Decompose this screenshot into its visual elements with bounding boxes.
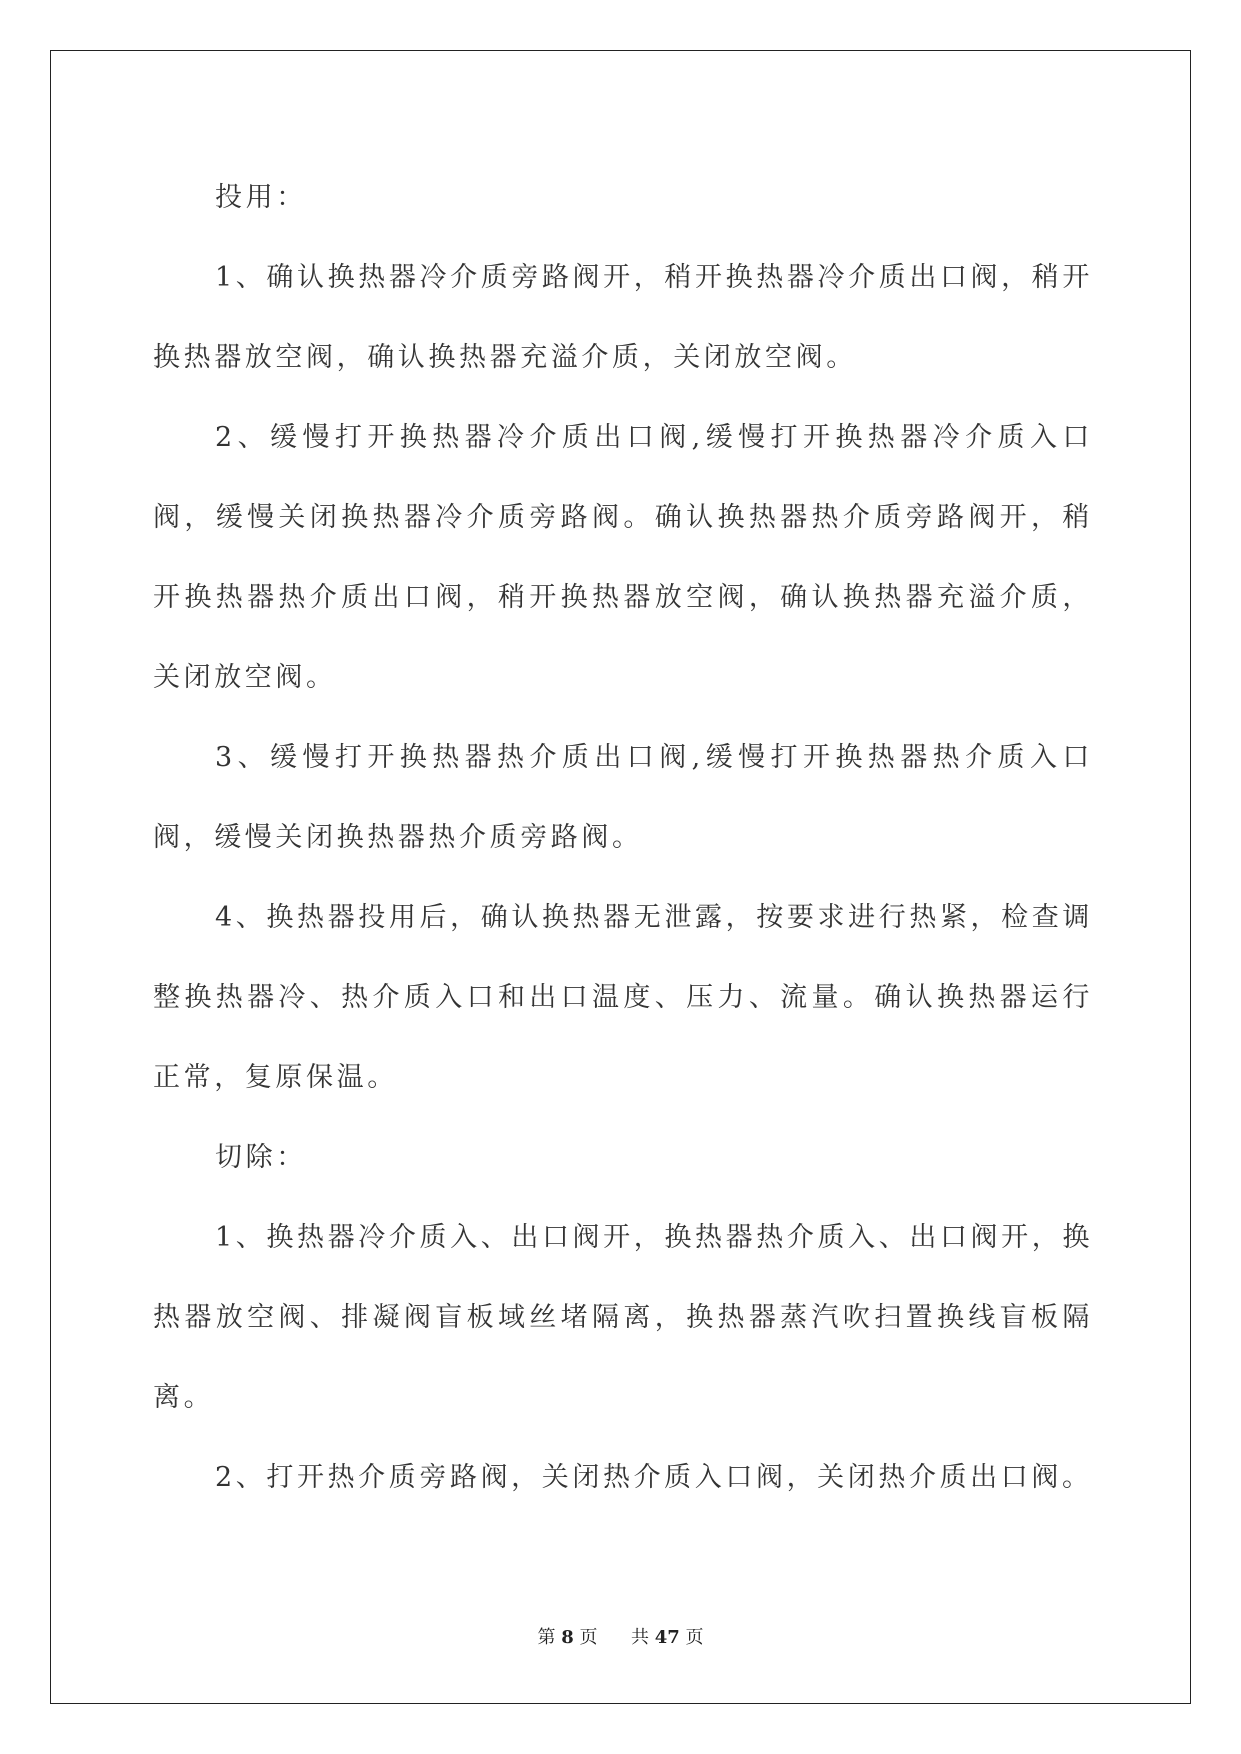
section-heading-shutdown: 切除： xyxy=(215,1142,307,1173)
total-pages: 47 xyxy=(654,1627,680,1648)
paragraph-step-1: 1、确认换热器冷介质旁路阀开，稍开换热器冷介质出口阀，稍开换热器放空阀，确认换热器充溢介质，关闭放空阀。 xyxy=(153,262,1093,373)
paragraph-step-2: 2、缓慢打开换热器冷介质出口阀,缓慢打开换热器冷介质入口阀，缓慢关闭换热器冷介质旁路阀。确认换热器热介质旁路阀开，稍开换热器热介质出口阀，稍开换热器放空阀，确认换热器充溢介质，关闭放空阀。 xyxy=(153,422,1093,693)
paragraph-shutdown-step-1: 1、换热器冷介质入、出口阀开，换热器热介质入、出口阀开，换热器放空阀、排凝阀盲板域丝堵隔离，换热器蒸汽吹扫置换线盲板隔离。 xyxy=(153,1222,1093,1413)
page-prefix: 第 xyxy=(537,1627,556,1648)
paragraph-step-4: 4、换热器投用后，确认换热器无泄露，按要求进行热紧，检查调整换热器冷、热介质入口和出口温度、压力、流量。确认换热器运行正常，复原保温。 xyxy=(153,902,1093,1093)
page-suffix: 页 xyxy=(579,1627,598,1648)
document-body xyxy=(153,158,1093,1518)
section-heading-commission: 投用： xyxy=(215,182,307,213)
total-prefix: 共 xyxy=(630,1627,649,1648)
page-footer xyxy=(0,1626,1241,1650)
total-suffix: 页 xyxy=(685,1627,704,1648)
paragraph-shutdown-step-2: 2、打开热介质旁路阀，关闭热介质入口阀，关闭热介质出口阀。 xyxy=(215,1462,1093,1493)
paragraph-step-3: 3、缓慢打开换热器热介质出口阀,缓慢打开换热器热介质入口阀，缓慢关闭换热器热介质旁路阀。 xyxy=(153,742,1093,853)
page-number: 8 xyxy=(561,1627,574,1648)
